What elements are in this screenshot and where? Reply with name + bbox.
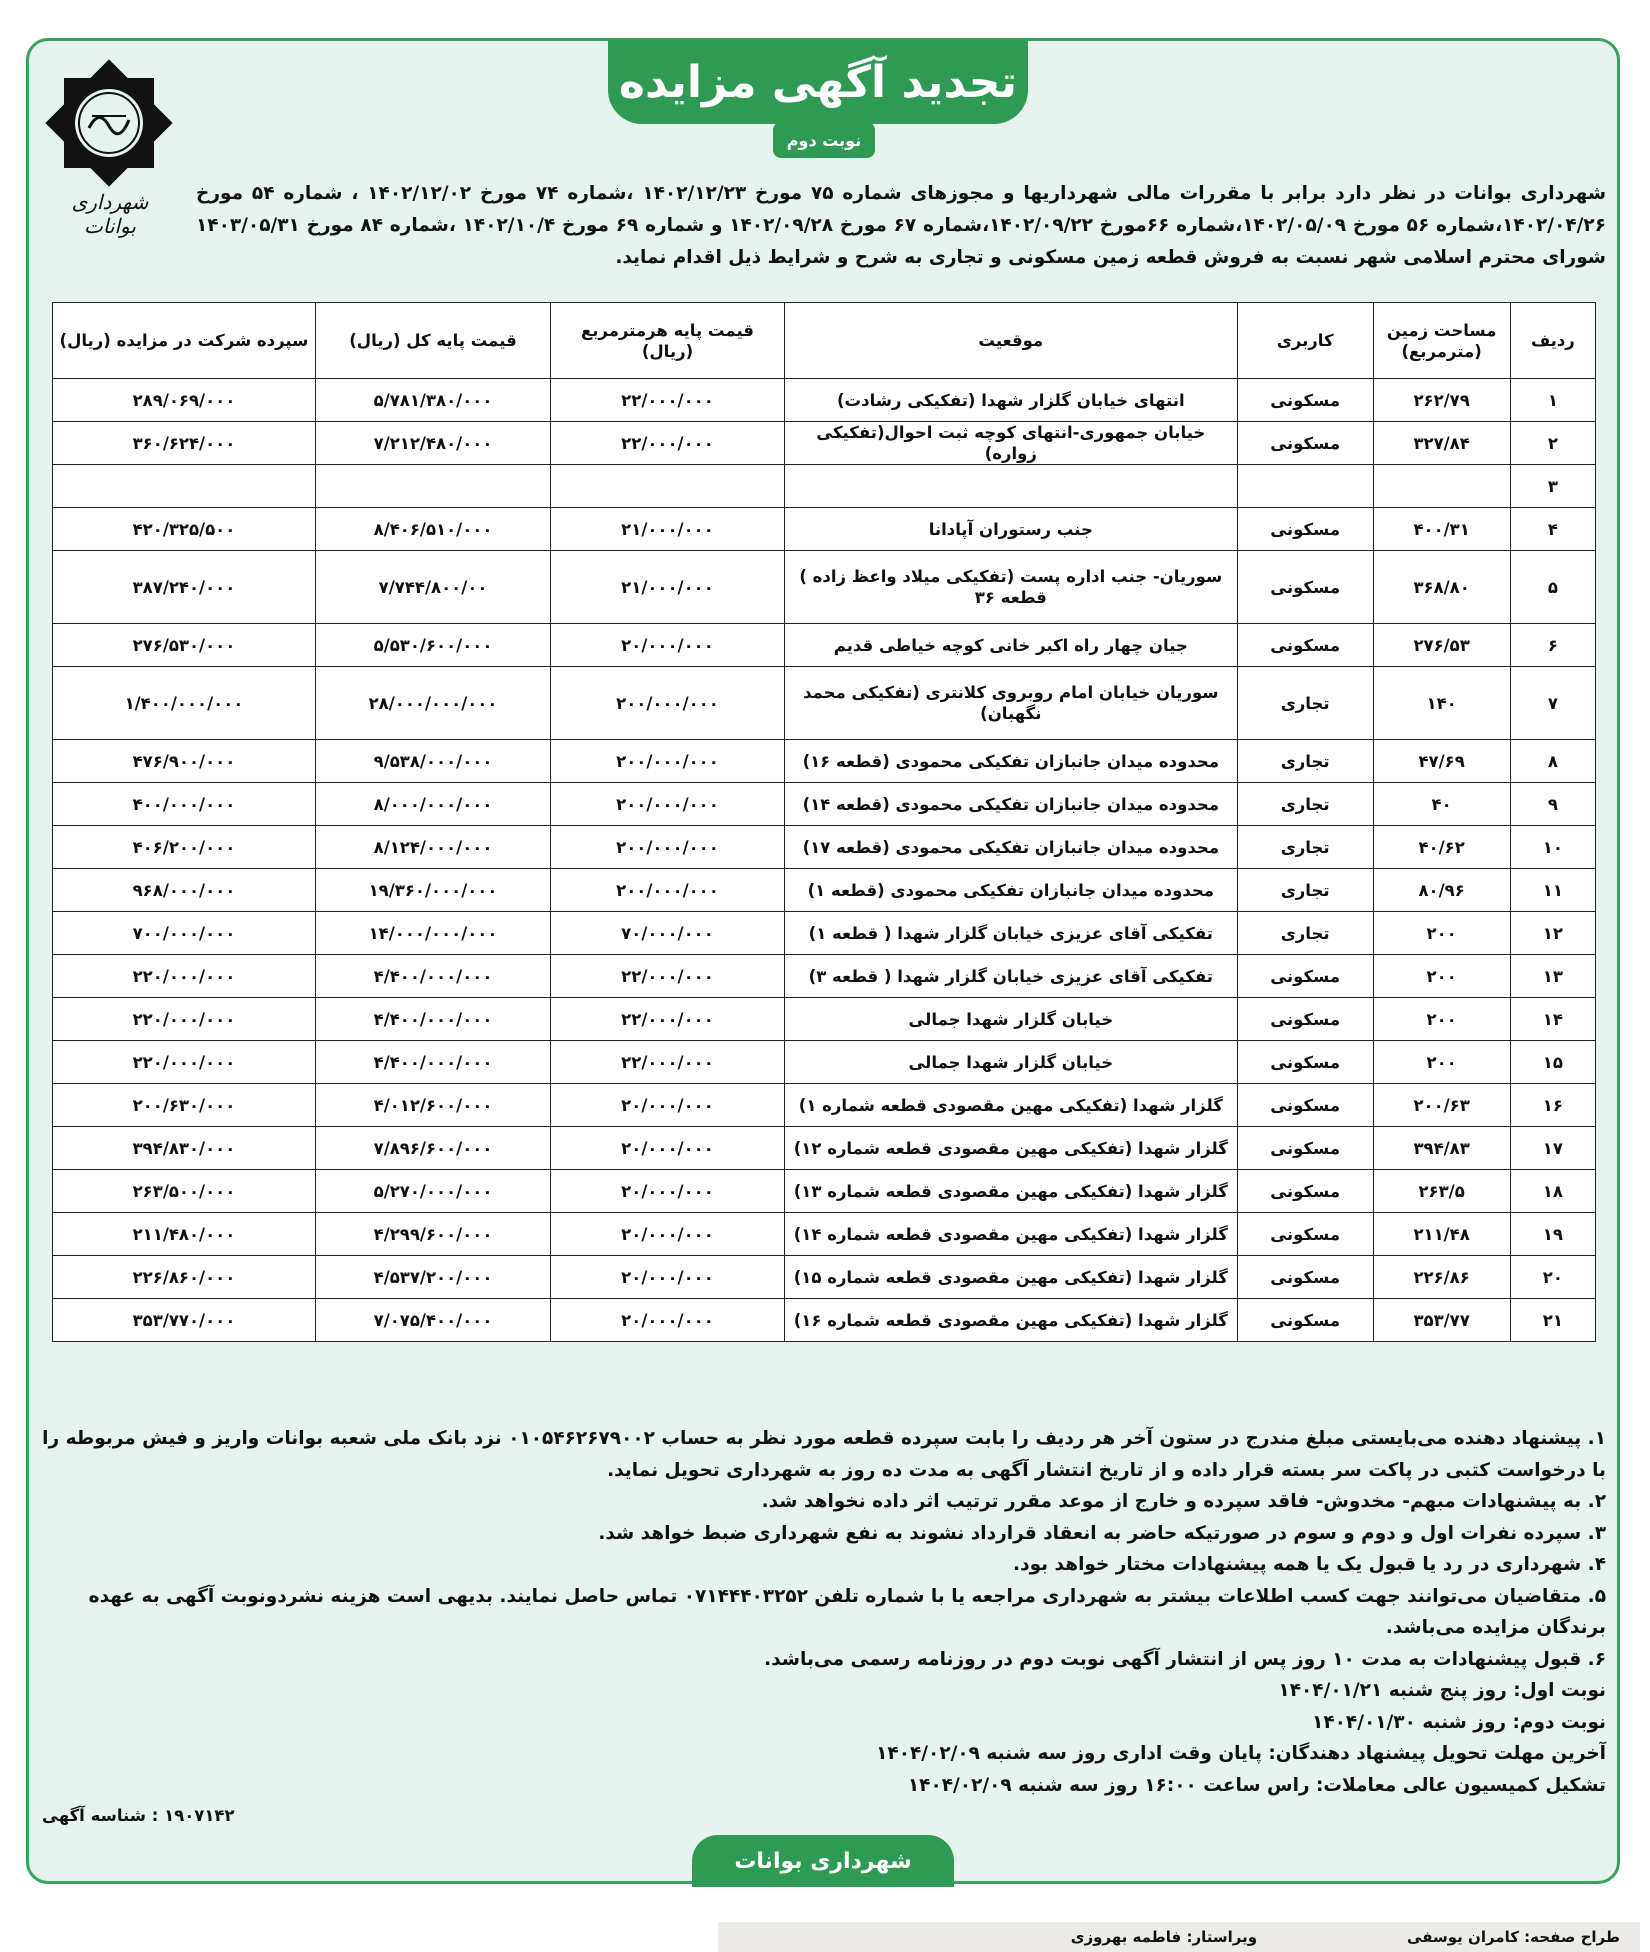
cell-unit: ۲۲/۰۰۰/۰۰۰ xyxy=(551,998,785,1041)
cell-location: محدوده میدان جانبازان تفکیکی محمودی (قطعه ۱۶) xyxy=(784,740,1237,783)
cell-unit: ۲۰۰/۰۰۰/۰۰۰ xyxy=(551,869,785,912)
cell-deposit: ۱/۴۰۰/۰۰۰/۰۰۰ xyxy=(53,667,316,740)
cell-area: ۲۰۰ xyxy=(1373,998,1510,1041)
cell-use: مسکونی xyxy=(1237,422,1373,465)
cell-unit: ۲۲/۰۰۰/۰۰۰ xyxy=(551,1041,785,1084)
table-row xyxy=(53,1256,1596,1299)
cell-unit: ۲۰/۰۰۰/۰۰۰ xyxy=(551,1084,785,1127)
cell-location xyxy=(784,465,1237,508)
cell-location: محدوده میدان جانبازان تفکیکی محمودی (قطعه ۱) xyxy=(784,869,1237,912)
cell-location: محدوده میدان جانبازان تفکیکی محمودی (قطعه ۱۷) xyxy=(784,826,1237,869)
cell-location: جنب رستوران آپادانا xyxy=(784,508,1237,551)
cell-row: ۳ xyxy=(1510,465,1595,508)
cell-area: ۱۴۰ xyxy=(1373,667,1510,740)
header-row-number: ردیف xyxy=(1510,303,1595,379)
cell-use: تجاری xyxy=(1237,783,1373,826)
cell-deposit: ۲۶۳/۵۰۰/۰۰۰ xyxy=(53,1170,316,1213)
condition-item: ۱. پیشنهاد دهنده می‌بایستی مبلغ مندرج در ستون آخر هر ردیف را بابت سپرده قطعه مورد نظر به حساب ۰۱۰۵۴۶۲۶۷۹۰۰۲ نزد بانک ملی شعبه بوانات واریز و فیش مربوطه را با درخواست کتبی در پاکت سر بسته قرار داده و از تاریخ انتشار آگهی به مدت ده روز به شهرداری تحویل نماید. xyxy=(42,1428,1606,1481)
cell-use: مسکونی xyxy=(1237,1127,1373,1170)
cell-deposit: ۲۸۹/۰۶۹/۰۰۰ xyxy=(53,379,316,422)
condition-item: ۲. به پیشنهادات مبهم- مخدوش- فاقد سپرده و خارج از موعد مقرر ترتیب اثر داده نخواهد شد. xyxy=(761,1491,1606,1512)
cell-unit: ۲۱/۰۰۰/۰۰۰ xyxy=(551,551,785,624)
cell-deposit: ۷۰۰/۰۰۰/۰۰۰ xyxy=(53,912,316,955)
cell-row: ۱۹ xyxy=(1510,1213,1595,1256)
cell-row: ۱۶ xyxy=(1510,1084,1595,1127)
cell-use: تجاری xyxy=(1237,869,1373,912)
cell-total: ۴/۲۹۹/۶۰۰/۰۰۰ xyxy=(315,1213,550,1256)
cell-deposit xyxy=(53,465,316,508)
cell-location: خیابان گلزار شهدا جمالی xyxy=(784,998,1237,1041)
table-row xyxy=(53,826,1596,869)
cell-use xyxy=(1237,465,1373,508)
footer-banner: شهرداری بوانات xyxy=(692,1835,954,1887)
cell-location: خیابان گلزار شهدا جمالی xyxy=(784,1041,1237,1084)
cell-area: ۳۹۴/۸۳ xyxy=(1373,1127,1510,1170)
cell-row: ۲ xyxy=(1510,422,1595,465)
cell-row: ۱۰ xyxy=(1510,826,1595,869)
cell-unit xyxy=(551,465,785,508)
cell-total: ۵/۵۳۰/۶۰۰/۰۰۰ xyxy=(315,624,550,667)
cell-deposit: ۴۷۶/۹۰۰/۰۰۰ xyxy=(53,740,316,783)
table-row xyxy=(53,740,1596,783)
cell-total: ۴/۴۰۰/۰۰۰/۰۰۰ xyxy=(315,998,550,1041)
intro-paragraph: شهرداری بوانات در نظر دارد برابر با مقررات مالی شهرداریها و مجوزهای شماره ۷۵ مورخ ۱۴۰۲/۱۲/۲۳ ،شماره ۷۴ مورخ ۱۴۰۲/۱۲/۰۲ ، شماره ۵۴ مورخ ۱۴۰۲/۰۴/۲۶،شماره ۵۶ مورخ ۱۴۰۲/۰۵/۰۹،شماره ۶۶مورخ ۱۴۰۲/۰۹/۲۲،شماره ۶۷ مورخ ۱۴۰۲/۰۹/۲۸ و شماره ۶۹ مورخ ۱۴۰۲/۱۰/۴ ،شماره ۸۴ مورخ ۱۴۰۳/۰۵/۳۱ شورای محترم اسلامی شهر نسبت به فروش قطعه زمین مسکونی و تجاری به شرح و شرایط ذیل اقدام نماید. xyxy=(196,183,1607,268)
cell-deposit: ۳۵۳/۷۷۰/۰۰۰ xyxy=(53,1299,316,1342)
cell-use: مسکونی xyxy=(1237,1041,1373,1084)
cell-total: ۹/۵۳۸/۰۰۰/۰۰۰ xyxy=(315,740,550,783)
round-badge: نوبت دوم xyxy=(773,122,875,158)
cell-area: ۴۰۰/۳۱ xyxy=(1373,508,1510,551)
table-row xyxy=(53,783,1596,826)
table-row xyxy=(53,379,1596,422)
cell-total: ۸/۱۲۴/۰۰۰/۰۰۰ xyxy=(315,826,550,869)
designer-credit: طراح صفحه: کامران یوسفی xyxy=(1407,1928,1620,1946)
cell-unit: ۲۰/۰۰۰/۰۰۰ xyxy=(551,1256,785,1299)
cell-row: ۶ xyxy=(1510,624,1595,667)
header-unit-price: قیمت پایه هرمترمربع (ریال) xyxy=(551,303,785,379)
cell-total: ۲۸/۰۰۰/۰۰۰/۰۰۰ xyxy=(315,667,550,740)
cell-area: ۲۷۶/۵۳ xyxy=(1373,624,1510,667)
table-row xyxy=(53,869,1596,912)
cell-unit: ۲۲/۰۰۰/۰۰۰ xyxy=(551,379,785,422)
cell-unit: ۲۱/۰۰۰/۰۰۰ xyxy=(551,508,785,551)
table-header-row xyxy=(53,303,1596,379)
cell-total: ۸/۰۰۰/۰۰۰/۰۰۰ xyxy=(315,783,550,826)
editor-credit: ویراستار: فاطمه بهروزی xyxy=(1070,1928,1258,1946)
cell-location: جیان چهار راه اکبر خانی کوچه خیاطی قدیم xyxy=(784,624,1237,667)
cell-deposit: ۳۹۴/۸۳۰/۰۰۰ xyxy=(53,1127,316,1170)
cell-unit: ۲۲/۰۰۰/۰۰۰ xyxy=(551,955,785,998)
cell-use: مسکونی xyxy=(1237,1299,1373,1342)
condition-item: ۵. متقاضیان می‌توانند جهت کسب اطلاعات بیشتر به شهرداری مراجعه یا با شماره تلفن ۰۷۱۴۴۴۰۳۲۵۲ تماس حاصل نمایند. بدیهی است هزینه نشردونوبت آگهی به عهده برندگان مزایده می‌باشد. xyxy=(88,1585,1606,1638)
cell-total: ۴/۴۰۰/۰۰۰/۰۰۰ xyxy=(315,955,550,998)
cell-location: گلزار شهدا (تفکیکی مهین مقصودی قطعه شماره ۱۶) xyxy=(784,1299,1237,1342)
cell-area: ۲۰۰ xyxy=(1373,955,1510,998)
cell-total: ۷/۰۷۵/۴۰۰/۰۰۰ xyxy=(315,1299,550,1342)
cell-use: مسکونی xyxy=(1237,955,1373,998)
cell-use: مسکونی xyxy=(1237,1084,1373,1127)
condition-item: تشکیل کمیسیون عالی معاملات: راس ساعت ۱۶:۰۰ روز سه شنبه ۱۴۰۴/۰۲/۰۹ xyxy=(907,1774,1606,1796)
credits-bar xyxy=(718,1922,1640,1952)
cell-location: گلزار شهدا (تفکیکی مهین مقصودی قطعه شماره ۱۳) xyxy=(784,1170,1237,1213)
cell-location: گلزار شهدا (تفکیکی مهین مقصودی قطعه شماره ۱) xyxy=(784,1084,1237,1127)
cell-total: ۷/۲۱۲/۴۸۰/۰۰۰ xyxy=(315,422,550,465)
cell-total: ۴/۵۳۷/۲۰۰/۰۰۰ xyxy=(315,1256,550,1299)
cell-use: مسکونی xyxy=(1237,551,1373,624)
cell-row: ۱۵ xyxy=(1510,1041,1595,1084)
cell-total: ۱۹/۳۶۰/۰۰۰/۰۰۰ xyxy=(315,869,550,912)
cell-total: ۵/۷۸۱/۳۸۰/۰۰۰ xyxy=(315,379,550,422)
cell-location: سوریان خیابان امام روبروی کلانتری (تفکیکی محمد نگهبان) xyxy=(784,667,1237,740)
header-location: موقعیت xyxy=(784,303,1237,379)
cell-total: ۴/۴۰۰/۰۰۰/۰۰۰ xyxy=(315,1041,550,1084)
cell-location: انتهای خیابان گلزار شهدا (تفکیکی رشادت) xyxy=(784,379,1237,422)
cell-row: ۴ xyxy=(1510,508,1595,551)
cell-total: ۱۴/۰۰۰/۰۰۰/۰۰۰ xyxy=(315,912,550,955)
cell-deposit: ۳۸۷/۲۴۰/۰۰۰ xyxy=(53,551,316,624)
cell-area: ۲۲۶/۸۶ xyxy=(1373,1256,1510,1299)
cell-area: ۲۶۲/۷۹ xyxy=(1373,379,1510,422)
cell-use: مسکونی xyxy=(1237,998,1373,1041)
cell-area: ۲۰۰/۶۳ xyxy=(1373,1084,1510,1127)
cell-area: ۲۱۱/۴۸ xyxy=(1373,1213,1510,1256)
cell-area: ۴۷/۶۹ xyxy=(1373,740,1510,783)
logo-caption: شهرداری بوانات xyxy=(71,190,149,238)
cell-deposit: ۲۲۰/۰۰۰/۰۰۰ xyxy=(53,955,316,998)
cell-deposit: ۲۷۶/۵۳۰/۰۰۰ xyxy=(53,624,316,667)
table-row xyxy=(53,1299,1596,1342)
cell-use: مسکونی xyxy=(1237,1213,1373,1256)
cell-total: ۷/۸۹۶/۶۰۰/۰۰۰ xyxy=(315,1127,550,1170)
cell-unit: ۲۰/۰۰۰/۰۰۰ xyxy=(551,1127,785,1170)
cell-location: تفکیکی آقای عزیزی خیابان گلزار شهدا ( قطعه ۳) xyxy=(784,955,1237,998)
table-row xyxy=(53,1041,1596,1084)
table-row xyxy=(53,551,1596,624)
cell-row: ۱۷ xyxy=(1510,1127,1595,1170)
cell-deposit: ۳۶۰/۶۲۴/۰۰۰ xyxy=(53,422,316,465)
cell-unit: ۲۰۰/۰۰۰/۰۰۰ xyxy=(551,826,785,869)
cell-use: تجاری xyxy=(1237,826,1373,869)
condition-item: نوبت دوم: روز شنبه ۱۴۰۴/۰۱/۳۰ xyxy=(1312,1711,1606,1733)
cell-use: مسکونی xyxy=(1237,624,1373,667)
cell-unit: ۲۰/۰۰۰/۰۰۰ xyxy=(551,624,785,667)
cell-row: ۱۲ xyxy=(1510,912,1595,955)
cell-unit: ۲۰/۰۰۰/۰۰۰ xyxy=(551,1170,785,1213)
cell-location: گلزار شهدا (تفکیکی مهین مقصودی قطعه شماره ۱۴) xyxy=(784,1213,1237,1256)
cell-area: ۴۰ xyxy=(1373,783,1510,826)
cell-row: ۱۴ xyxy=(1510,998,1595,1041)
cell-area: ۲۰۰ xyxy=(1373,912,1510,955)
cell-row: ۱۸ xyxy=(1510,1170,1595,1213)
cell-deposit: ۹۶۸/۰۰۰/۰۰۰ xyxy=(53,869,316,912)
cell-location: سوریان- جنب اداره پست (تفکیکی میلاد واعظ زاده ) قطعه ۳۶ xyxy=(784,551,1237,624)
cell-deposit: ۴۰۶/۲۰۰/۰۰۰ xyxy=(53,826,316,869)
auction-table xyxy=(52,302,1596,1342)
cell-use: مسکونی xyxy=(1237,379,1373,422)
cell-row: ۱۱ xyxy=(1510,869,1595,912)
header-deposit: سپرده شرکت در مزایده (ریال) xyxy=(53,303,316,379)
table-row xyxy=(53,624,1596,667)
cell-unit: ۲۲/۰۰۰/۰۰۰ xyxy=(551,422,785,465)
condition-item: ۳. سپرده نفرات اول و دوم و سوم در صورتیکه حاضر به انعقاد قرارداد نشوند به نفع شهرداری ضبط خواهد شد. xyxy=(598,1522,1606,1544)
cell-area: ۳۵۳/۷۷ xyxy=(1373,1299,1510,1342)
cell-deposit: ۲۰۰/۶۳۰/۰۰۰ xyxy=(53,1084,316,1127)
cell-deposit: ۲۲۰/۰۰۰/۰۰۰ xyxy=(53,1041,316,1084)
municipality-logo xyxy=(44,58,174,188)
cell-location: گلزار شهدا (تفکیکی مهین مقصودی قطعه شماره ۱۵) xyxy=(784,1256,1237,1299)
condition-item: آخرین مهلت تحویل پیشنهاد دهندگان: پایان وقت اداری روز سه شنبه ۱۴۰۴/۰۲/۰۹ xyxy=(876,1743,1606,1764)
condition-item: ۴. شهرداری در رد یا قبول یک یا همه پیشنهادات مختار خواهد بود. xyxy=(1013,1554,1606,1575)
cell-area: ۴۰/۶۲ xyxy=(1373,826,1510,869)
table-row xyxy=(53,465,1596,508)
cell-row: ۱۳ xyxy=(1510,955,1595,998)
cell-use: مسکونی xyxy=(1237,1170,1373,1213)
table-row xyxy=(53,667,1596,740)
cell-total: ۵/۲۷۰/۰۰۰/۰۰۰ xyxy=(315,1170,550,1213)
cell-row: ۷ xyxy=(1510,667,1595,740)
table-row xyxy=(53,955,1596,998)
cell-area: ۲۰۰ xyxy=(1373,1041,1510,1084)
cell-deposit: ۲۱۱/۴۸۰/۰۰۰ xyxy=(53,1213,316,1256)
cell-row: ۲۱ xyxy=(1510,1299,1595,1342)
cell-area xyxy=(1373,465,1510,508)
cell-unit: ۷۰/۰۰۰/۰۰۰ xyxy=(551,912,785,955)
cell-location: محدوده میدان جانبازان تفکیکی محمودی (قطعه ۱۴) xyxy=(784,783,1237,826)
cell-deposit: ۴۲۰/۳۲۵/۵۰۰ xyxy=(53,508,316,551)
cell-unit: ۲۰۰/۰۰۰/۰۰۰ xyxy=(551,667,785,740)
table-row xyxy=(53,1084,1596,1127)
cell-area: ۲۶۳/۵ xyxy=(1373,1170,1510,1213)
condition-item: ۶. قبول پیشنهادات به مدت ۱۰ روز پس از انتشار آگهی نوبت دوم در روزنامه رسمی می‌باشد. xyxy=(764,1648,1606,1670)
cell-total xyxy=(315,465,550,508)
header-area: مساحت زمین (مترمربع) xyxy=(1373,303,1510,379)
cell-location: گلزار شهدا (تفکیکی مهین مقصودی قطعه شماره ۱۲) xyxy=(784,1127,1237,1170)
cell-area: ۸۰/۹۶ xyxy=(1373,869,1510,912)
condition-item: نوبت اول: روز پنج شنبه ۱۴۰۴/۰۱/۲۱ xyxy=(1278,1680,1606,1701)
cell-use: مسکونی xyxy=(1237,1256,1373,1299)
cell-location: تفکیکی آقای عزیزی خیابان گلزار شهدا ( قطعه ۱) xyxy=(784,912,1237,955)
cell-unit: ۲۰/۰۰۰/۰۰۰ xyxy=(551,1213,785,1256)
table-row xyxy=(53,1213,1596,1256)
cell-area: ۳۲۷/۸۴ xyxy=(1373,422,1510,465)
cell-row: ۵ xyxy=(1510,551,1595,624)
cell-row: ۱ xyxy=(1510,379,1595,422)
header-use: کاربری xyxy=(1237,303,1373,379)
table-row xyxy=(53,1170,1596,1213)
cell-deposit: ۴۰۰/۰۰۰/۰۰۰ xyxy=(53,783,316,826)
cell-row: ۹ xyxy=(1510,783,1595,826)
cell-total: ۸/۴۰۶/۵۱۰/۰۰۰ xyxy=(315,508,550,551)
cell-location: خیابان جمهوری-انتهای کوچه ثبت احوال(تفکیکی زواره) xyxy=(784,422,1237,465)
cell-unit: ۲۰/۰۰۰/۰۰۰ xyxy=(551,1299,785,1342)
cell-row: ۸ xyxy=(1510,740,1595,783)
table-row xyxy=(53,422,1596,465)
cell-total: ۷/۷۴۴/۸۰۰/۰۰ xyxy=(315,551,550,624)
table-row xyxy=(53,508,1596,551)
cell-total: ۴/۰۱۲/۶۰۰/۰۰۰ xyxy=(315,1084,550,1127)
cell-unit: ۲۰۰/۰۰۰/۰۰۰ xyxy=(551,740,785,783)
cell-deposit: ۲۲۶/۸۶۰/۰۰۰ xyxy=(53,1256,316,1299)
cell-deposit: ۲۲۰/۰۰۰/۰۰۰ xyxy=(53,998,316,1041)
cell-use: تجاری xyxy=(1237,667,1373,740)
table-row xyxy=(53,1127,1596,1170)
cell-row: ۲۰ xyxy=(1510,1256,1595,1299)
table-row xyxy=(53,998,1596,1041)
cell-area: ۳۶۸/۸۰ xyxy=(1373,551,1510,624)
table-row xyxy=(53,912,1596,955)
cell-unit: ۲۰۰/۰۰۰/۰۰۰ xyxy=(551,783,785,826)
notice-title: تجدید آگهی مزایده xyxy=(608,40,1028,124)
cell-use: تجاری xyxy=(1237,912,1373,955)
header-total-price: قیمت پایه کل (ریال) xyxy=(315,303,550,379)
ad-id: ۱۹۰۷۱۴۲ : شناسه آگهی xyxy=(42,1806,235,1825)
cell-use: تجاری xyxy=(1237,740,1373,783)
cell-use: مسکونی xyxy=(1237,508,1373,551)
conditions-list xyxy=(40,1423,1606,1801)
